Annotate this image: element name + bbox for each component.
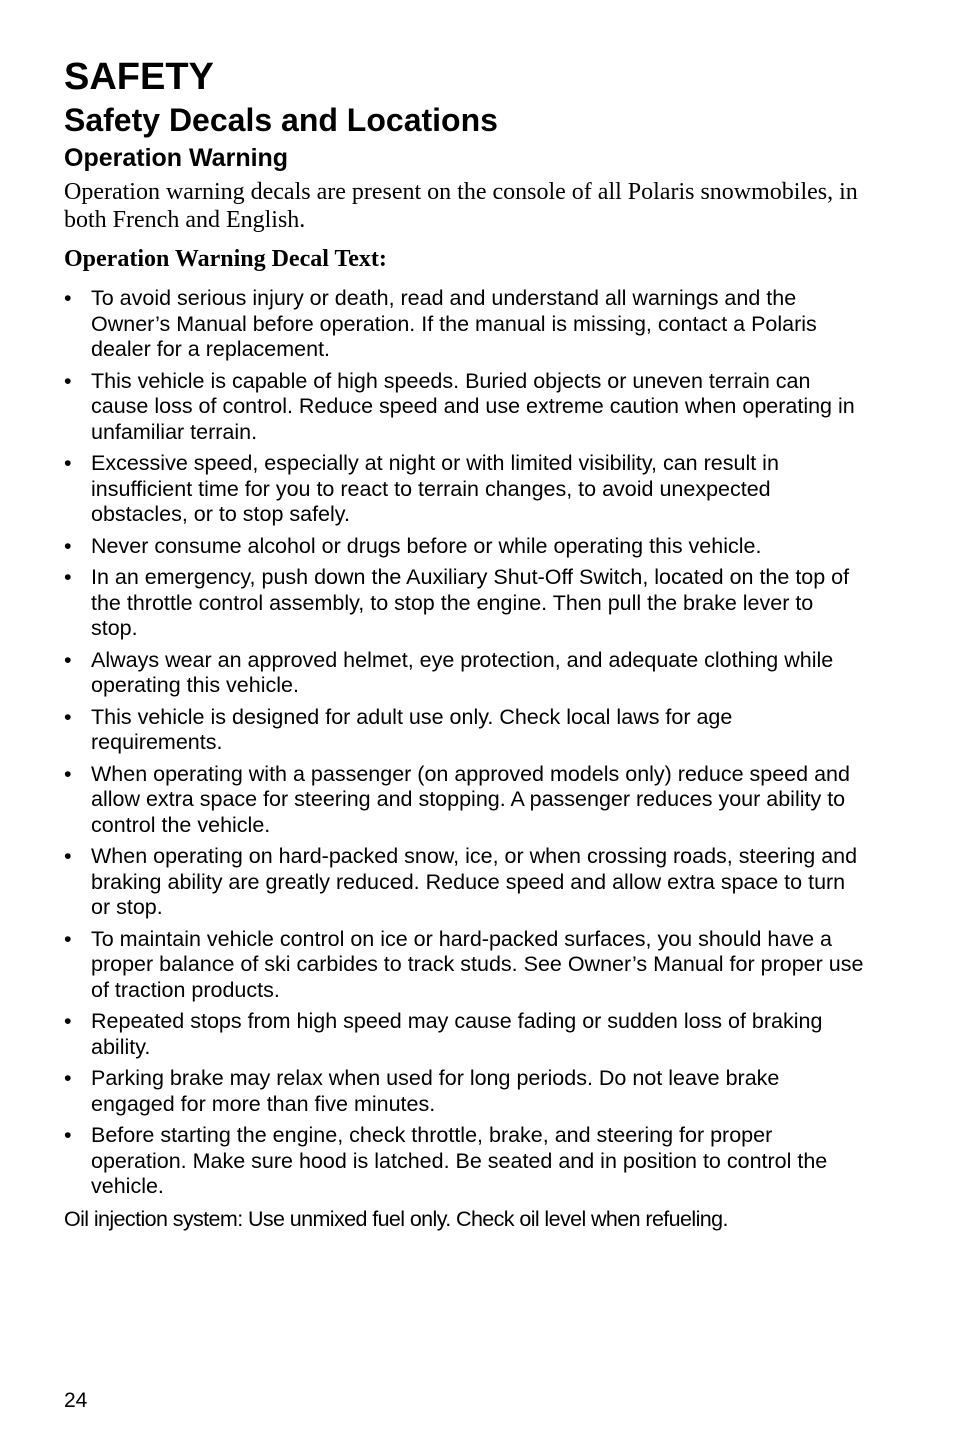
list-item-text: In an emergency, push down the Auxiliary Shut-Off Switch, located on the top of the throttle control assembly, to stop the engine. Then pull the brake lever to stop.: [91, 565, 850, 640]
list-item-text: Parking brake may relax when used for long periods. Do not leave brake engaged for more than five minutes.: [91, 1066, 780, 1116]
section-heading: Safety Decals and Locations: [64, 102, 498, 138]
list-item: [64, 762, 864, 839]
list-item: [64, 844, 864, 921]
list-item: [64, 286, 864, 363]
bullet-icon: •: [64, 844, 72, 868]
list-item-text: Before starting the engine, check throttle, brake, and steering for proper operation. Make sure hood is latched. Be seated and in position to control the vehicle.: [91, 1123, 828, 1198]
page-heading: SAFETY: [64, 56, 214, 98]
list-item: [64, 705, 864, 756]
bullet-icon: •: [64, 647, 72, 672]
list-item-text: To avoid serious injury or death, read and understand all warnings and the Owner’s Manual before operation. If the manual is missing, contact a Polaris dealer for a replacement.: [91, 286, 817, 361]
bullet-icon: •: [64, 761, 72, 786]
list-item: [64, 534, 864, 560]
bullet-icon: •: [64, 533, 72, 558]
list-item: [64, 1009, 864, 1060]
list-item-text: Always wear an approved helmet, eye protection, and adequate clothing while operating this vehicle.: [91, 647, 834, 697]
decal-text-label: Operation Warning Decal Text:: [64, 246, 387, 272]
list-item-text: Excessive speed, especially at night or with limited visibility, can result in insufficient time for you to react to terrain changes, to avoid unexpected obstacles, or to stop safely.: [91, 451, 779, 526]
list-item: [64, 1066, 864, 1117]
list-item-text: This vehicle is capable of high speeds. Buried objects or uneven terrain can cause loss of control. Reduce speed and use extreme caution when operating in unfamiliar terrain.: [91, 368, 855, 444]
bullet-icon: •: [64, 1123, 72, 1147]
bullet-icon: •: [64, 704, 72, 729]
list-item-text: Repeated stops from high speed may cause fading or sudden loss of braking ability.: [91, 1009, 823, 1059]
bullet-icon: •: [64, 926, 72, 951]
list-item: [64, 369, 864, 446]
bullet-icon: •: [64, 451, 72, 475]
list-item-text: When operating on hard-packed snow, ice, or when crossing roads, steering and braking ability are greatly reduced. Reduce speed and allow extra space to turn or stop.: [91, 844, 858, 919]
bullet-icon: •: [64, 565, 72, 589]
list-item-text: When operating with a passenger (on approved models only) reduce speed and allow extra space for steering and stopping. A passenger reduces your ability to control the vehicle.: [91, 761, 850, 837]
list-item-text: To maintain vehicle control on ice or hard-packed surfaces, you should have a proper balance of ski carbides to track studs. See Owner’s Manual for proper use of traction products.: [91, 926, 864, 1002]
list-item: [64, 927, 864, 1004]
bullet-icon: •: [64, 286, 72, 310]
warning-bullet-list: [64, 286, 864, 1200]
list-item: [64, 1123, 864, 1200]
subsection-heading: Operation Warning: [64, 144, 289, 172]
page-content: [64, 54, 864, 1232]
oil-injection-note: Oil injection system: Use unmixed fuel only. Check oil level when refueling.: [64, 1206, 728, 1231]
list-item: [64, 451, 864, 528]
page-number: 24: [64, 1389, 88, 1412]
list-item: [64, 565, 864, 642]
list-item-text: This vehicle is designed for adult use only. Check local laws for age requirements.: [91, 704, 733, 754]
bullet-icon: •: [64, 1009, 72, 1033]
intro-paragraph: Operation warning decals are present on the console of all Polaris snowmobiles, in both French and English.: [64, 179, 858, 233]
list-item-text: Never consume alcohol or drugs before or while operating this vehicle.: [91, 533, 762, 558]
list-item: [64, 648, 864, 699]
bullet-icon: •: [64, 1066, 72, 1090]
bullet-icon: •: [64, 368, 72, 393]
